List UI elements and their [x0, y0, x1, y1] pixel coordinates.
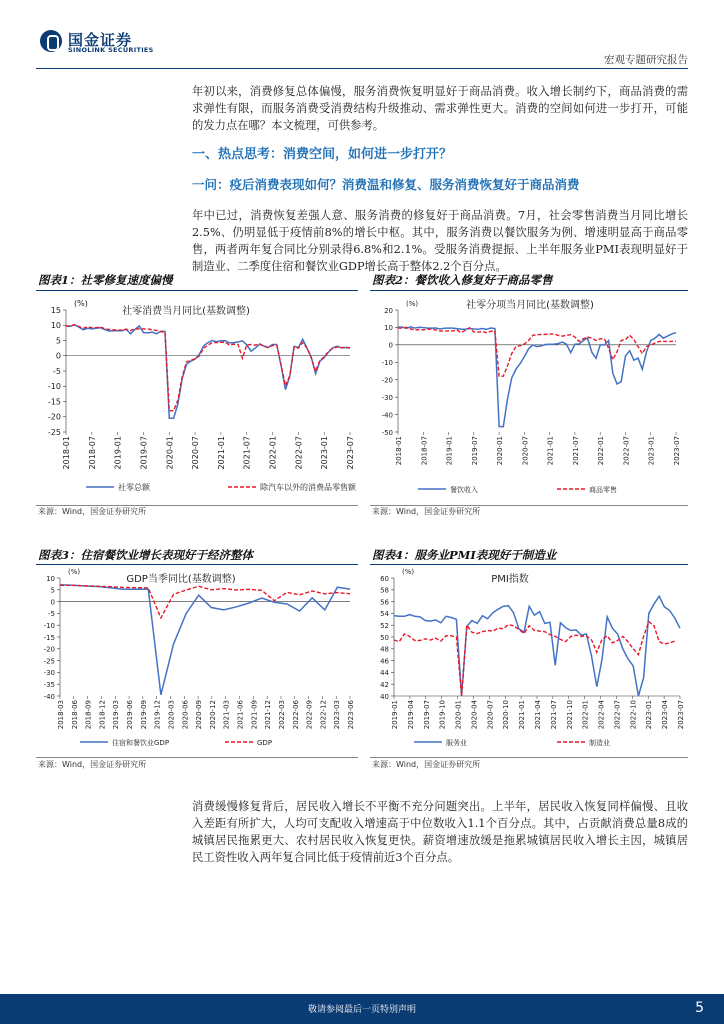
y-tick-label: 48 — [380, 645, 389, 654]
y-tick-label: -10 — [43, 622, 55, 630]
x-tick-label: 2022-07 — [294, 436, 304, 470]
x-tick-label: 2018-01 — [395, 436, 403, 466]
y-unit-label: (%) — [74, 299, 88, 308]
figure-3-title-rule — [36, 564, 358, 565]
y-tick-label: 56 — [380, 598, 389, 607]
x-tick-label: 2023-06 — [347, 700, 355, 730]
x-tick-label: 2021-10 — [565, 700, 574, 730]
series-line-0 — [394, 596, 680, 696]
y-tick-label: -30 — [381, 393, 393, 402]
x-tick-label: 2021-07 — [571, 436, 580, 466]
x-tick-label: 2022-10 — [629, 700, 638, 730]
chart-catering-vs-goods — [370, 292, 688, 504]
x-tick-label: 2020-03 — [167, 700, 176, 730]
x-tick-label: 2022-01 — [597, 436, 606, 466]
x-tick-label: 2021-12 — [264, 700, 273, 730]
x-tick-label: 2019-10 — [438, 700, 447, 730]
header-divider — [36, 68, 688, 69]
y-tick-label: 10 — [384, 324, 393, 333]
x-tick-label: 2021-01 — [518, 700, 527, 730]
y-tick-label: 0 — [50, 598, 55, 607]
x-tick-label: 2020-04 — [470, 700, 479, 730]
x-tick-label: 2022-06 — [291, 700, 300, 730]
x-tick-label: 2020-07 — [521, 436, 530, 466]
x-tick-label: 2019-09 — [139, 700, 148, 730]
y-tick-label: -20 — [43, 645, 55, 654]
series-line-1 — [394, 622, 675, 696]
x-tick-label: 2023-03 — [333, 700, 342, 730]
x-tick-label: 2022-01 — [268, 436, 278, 470]
legend-label: 住宿和餐饮业GDP — [112, 739, 170, 747]
figure-3-source: 来源：Wind，国金证券研究所 — [38, 760, 147, 769]
x-tick-label: 2021-07 — [549, 700, 558, 730]
x-tick-label: 2021-07 — [242, 436, 252, 470]
x-tick-label: 2018-07 — [420, 436, 429, 466]
x-tick-label: 2020-07 — [486, 700, 495, 730]
y-tick-label: 20 — [384, 306, 393, 315]
x-tick-label: 2022-09 — [305, 700, 314, 730]
legend-label: 社零总额 — [118, 483, 150, 492]
y-tick-label: 40 — [380, 692, 389, 701]
figure-2-title-rule — [370, 290, 688, 291]
x-tick-label: 2019-04 — [406, 700, 415, 730]
subsection-heading: 一问：疫后消费表现如何？消费温和修复、服务消费恢复好于商品消费 — [192, 177, 580, 192]
x-tick-label: 2020-06 — [181, 700, 190, 730]
y-tick-label: 54 — [380, 610, 389, 619]
figure-4-title-rule — [370, 564, 688, 565]
company-logo-icon — [40, 30, 62, 52]
y-tick-label: 15 — [50, 305, 61, 315]
x-tick-label: 2020-09 — [195, 700, 204, 730]
figure-1-title: 图表1：社零修复速度偏慢 — [38, 273, 173, 287]
x-tick-label: 2023-07 — [346, 436, 355, 470]
y-tick-label: -25 — [47, 427, 61, 437]
figure-2-title: 图表2：餐饮收入修复好于商品零售 — [372, 273, 553, 287]
x-tick-label: 2020-07 — [191, 436, 201, 470]
x-tick-label: 2023-07 — [673, 436, 681, 466]
legend-label: 餐饮收入 — [450, 486, 478, 494]
x-tick-label: 2019-07 — [139, 436, 149, 470]
series-line-0 — [60, 585, 350, 695]
x-tick-label: 2023-07 — [677, 700, 685, 730]
y-unit-label: (%) — [68, 568, 81, 576]
y-tick-label: -20 — [47, 412, 61, 422]
figure-4-title: 图表4：服务业PMI表现好于制造业 — [372, 548, 557, 562]
x-tick-label: 2019-07 — [422, 700, 431, 730]
y-tick-label: 52 — [380, 622, 389, 630]
y-tick-label: 5 — [55, 336, 61, 346]
x-tick-label: 2018-09 — [84, 700, 93, 730]
x-tick-label: 2023-01 — [320, 436, 330, 470]
y-tick-label: 58 — [380, 586, 389, 595]
y-tick-label: -10 — [47, 382, 61, 392]
body-paragraph-1: 年中已过，消费恢复差强人意、服务消费的修复好于商品消费。7月，社会零售消费当月同比增长2.5%、仍明显低于疫情前8%的增长中枢。其中，服务消费以餐饮服务为例、增速明显高于商品零售，两者两年复合同比分别录得6.8%和2.1%。受服务消费提振、上半年服务业PMI表现明显好于制造业、二季度住宿和餐饮业GDP增长高于整体2.2个百分点。 — [192, 209, 688, 273]
legend-label: 商品零售 — [589, 486, 617, 494]
chart-inner-title: GDP当季同比(基数调整) — [126, 574, 236, 585]
x-tick-label: 2022-07 — [622, 436, 631, 466]
y-unit-label: (%) — [402, 568, 415, 576]
x-tick-label: 2020-01 — [165, 436, 175, 470]
x-tick-label: 2018-01 — [62, 436, 71, 470]
footer-disclaimer: 敬请参阅最后一页特别声明 — [307, 1005, 416, 1015]
section-heading: 一、热点思考：消费空间，如何进一步打开？ — [192, 147, 453, 162]
legend-label: 除汽车以外的消费品零售额 — [260, 483, 356, 492]
figure-3-bottom-rule — [36, 757, 358, 758]
report-type: 宏观专题研究报告 — [604, 54, 688, 66]
figure-1-source: 来源：Wind，国金证券研究所 — [38, 507, 147, 516]
x-tick-label: 2022-03 — [277, 700, 286, 730]
x-tick-label: 2019-03 — [112, 700, 121, 730]
y-tick-label: 0 — [55, 351, 61, 361]
intro-paragraph: 年初以来，消费修复总体偏慢，服务消费恢复明显好于商品消费。收入增长制约下，商品消费的需求弹性有限，而服务消费受消费结构升级推动、需求弹性更大。消费的空间如何进一步打开，可能的发力点在哪？本文梳理，可供参考。 — [192, 85, 688, 132]
y-tick-label: -25 — [43, 657, 55, 666]
legend-label: 服务业 — [446, 739, 467, 747]
x-tick-label: 2019-06 — [126, 700, 135, 730]
chart-inner-title: PMI指数 — [491, 574, 529, 585]
y-tick-label: 0 — [388, 341, 393, 350]
chart-retail-sales — [36, 292, 358, 504]
x-tick-label: 2019-12 — [153, 700, 162, 730]
series-line-1 — [398, 327, 676, 376]
y-tick-label: -20 — [381, 376, 393, 385]
x-tick-label: 2021-06 — [236, 700, 245, 730]
x-tick-label: 2019-01 — [391, 700, 399, 730]
x-tick-label: 2020-12 — [208, 700, 217, 730]
x-tick-label: 2018-03 — [57, 700, 65, 730]
x-tick-label: 2021-01 — [546, 436, 555, 466]
x-tick-label: 2022-01 — [581, 700, 590, 730]
y-tick-label: -35 — [43, 681, 55, 689]
y-tick-label: -30 — [43, 669, 55, 678]
x-tick-label: 2019-07 — [470, 436, 479, 466]
y-tick-label: -5 — [53, 366, 61, 376]
x-tick-label: 2018-07 — [87, 436, 97, 470]
chart-hospitality-gdp — [36, 566, 358, 756]
y-tick-label: 5 — [50, 586, 55, 595]
x-tick-label: 2020-01 — [496, 436, 505, 466]
x-tick-label: 2020-10 — [502, 700, 511, 730]
y-tick-label: -15 — [47, 397, 61, 407]
x-tick-label: 2020-01 — [454, 700, 463, 730]
legend-label: GDP — [257, 739, 273, 747]
figure-3-title: 图表3：住宿餐饮业增长表现好于经济整体 — [38, 548, 253, 562]
chart-pmi — [370, 566, 688, 756]
x-tick-label: 2021-03 — [222, 700, 231, 730]
x-tick-label: 2022-07 — [613, 700, 622, 730]
y-tick-label: 50 — [380, 633, 389, 642]
legend-label: 制造业 — [589, 739, 610, 747]
y-tick-label: -10 — [381, 359, 393, 368]
figure-2-source: 来源：Wind，国金证券研究所 — [372, 507, 481, 516]
y-tick-label: 46 — [380, 657, 389, 666]
x-tick-label: 2018-06 — [70, 700, 79, 730]
company-name-en: SINOLINK SECURITIES — [68, 46, 154, 54]
x-tick-label: 2022-04 — [597, 700, 606, 730]
page-number: 5 — [695, 1000, 704, 1016]
x-tick-label: 2023-01 — [647, 436, 656, 466]
x-tick-label: 2021-01 — [216, 436, 226, 470]
x-tick-label: 2021-09 — [250, 700, 259, 730]
y-tick-label: 10 — [46, 574, 55, 583]
y-tick-label: -15 — [43, 633, 55, 642]
figure-4-bottom-rule — [370, 757, 688, 758]
y-tick-label: 44 — [380, 669, 389, 678]
chart-inner-title: 社零消费当月同比(基数调整) — [122, 306, 250, 317]
y-tick-label: -40 — [43, 692, 55, 701]
figure-1-title-rule — [36, 290, 358, 291]
figure-4-source: 来源：Wind，国金证券研究所 — [372, 760, 481, 769]
y-tick-label: -40 — [381, 411, 393, 420]
x-tick-label: 2023-01 — [645, 700, 654, 730]
series-line-0 — [66, 325, 350, 418]
series-line-0 — [398, 327, 676, 427]
y-unit-label: (%) — [406, 300, 419, 308]
x-tick-label: 2023-04 — [661, 700, 670, 730]
y-tick-label: -50 — [381, 428, 393, 437]
x-tick-label: 2018-12 — [98, 700, 107, 730]
body-paragraph-2: 消费缓慢修复背后，居民收入增长不平衡不充分问题突出。上半年，居民收入恢复同样偏慢、且收入差距有所扩大，人均可支配收入增速高于中位数收入1.1个百分点。其中，占贡献消费总量8成的城镇居民拖累更大、农村居民收入恢复更快。薪资增速放缓是拖累城镇居民收入增长主因，城镇居民工资性收入两年复合同比低于疫情前近3个百分点。 — [192, 800, 688, 864]
y-tick-label: 60 — [380, 574, 389, 583]
x-tick-label: 2019-01 — [113, 436, 123, 470]
x-tick-label: 2022-12 — [319, 700, 328, 730]
y-tick-label: 10 — [50, 321, 61, 331]
y-tick-label: 42 — [380, 681, 389, 689]
x-tick-label: 2021-04 — [534, 700, 542, 730]
company-name-cn: 国金证券 — [68, 31, 133, 49]
x-tick-label: 2019-01 — [445, 436, 454, 466]
y-tick-label: -5 — [48, 610, 55, 619]
chart-inner-title: 社零分项当月同比(基数调整) — [466, 300, 594, 311]
series-line-1 — [66, 325, 350, 411]
